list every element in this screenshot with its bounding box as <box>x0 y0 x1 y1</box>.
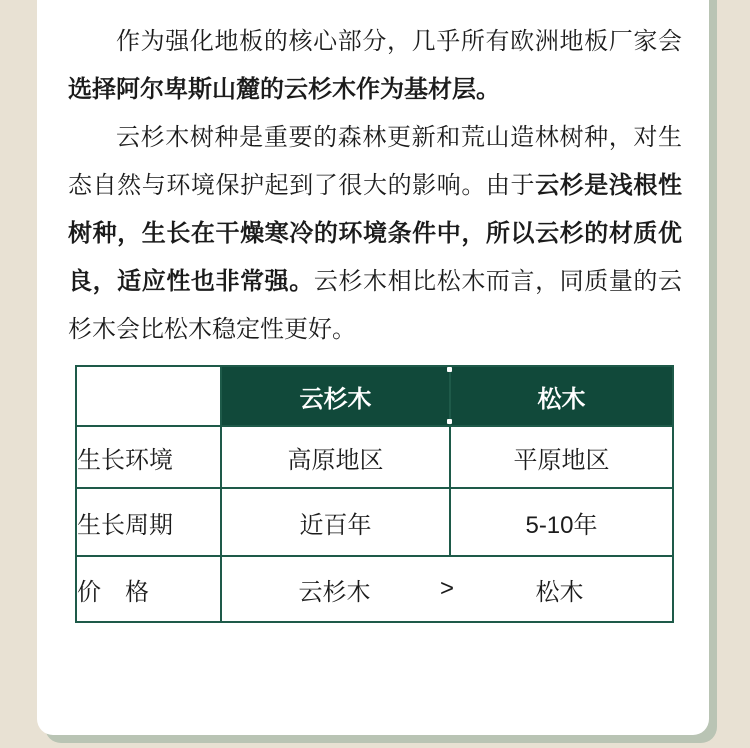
comparison-table-wrapper <box>75 365 682 623</box>
article-body <box>68 18 682 354</box>
text-segment-bold: 选择阿尔卑斯山麓的云杉木作为基材层。 <box>68 76 500 103</box>
selection-handle <box>447 419 452 424</box>
row-label: 生长环境 <box>76 426 221 488</box>
table-row-environment <box>76 426 673 488</box>
cell-spruce-environment: 高原地区 <box>221 426 450 488</box>
text-segment: 作为强化地板的核心部分，几乎所有欧洲地板厂家会 <box>116 28 682 55</box>
row-label: 价 格 <box>76 556 221 622</box>
text-segment: 云杉木树种是重要的森林更新和荒山造林树种，对生态自然与环境保护起到了很大的影响。由于 <box>68 124 682 199</box>
card-content <box>37 0 709 735</box>
comparison-table <box>75 365 674 623</box>
header-cell-spruce: 云杉木 <box>221 366 450 426</box>
paragraph-2 <box>68 114 682 354</box>
cell-spruce-cycle: 近百年 <box>221 488 450 556</box>
table-header-row <box>76 366 673 426</box>
greater-than-symbol: > <box>439 575 455 602</box>
cell-pine-cycle: 5-10年 <box>450 488 673 556</box>
text-segment-bold: 云杉是浅根性树种，生长在干燥寒冷的环境条件中，所以云杉的材质优良，适应性也非常强。 <box>68 172 683 295</box>
header-cell-corner <box>76 366 221 426</box>
table-row-growth-cycle <box>76 488 673 556</box>
price-left-item: 云杉木 <box>298 578 371 606</box>
text-segment: 云杉木相比松木而言，同质量的云杉木会比松木稳定性更好。 <box>68 268 683 343</box>
row-label: 生长周期 <box>76 488 221 556</box>
header-cell-pine: 松木 <box>450 366 673 426</box>
article-card <box>37 0 709 735</box>
selection-handle <box>447 367 452 372</box>
price-comparison-cell <box>221 556 673 622</box>
paragraph-1 <box>68 18 682 114</box>
price-right-item: 松木 <box>535 578 584 606</box>
table-row-price <box>76 556 673 622</box>
cell-pine-environment: 平原地区 <box>450 426 673 488</box>
